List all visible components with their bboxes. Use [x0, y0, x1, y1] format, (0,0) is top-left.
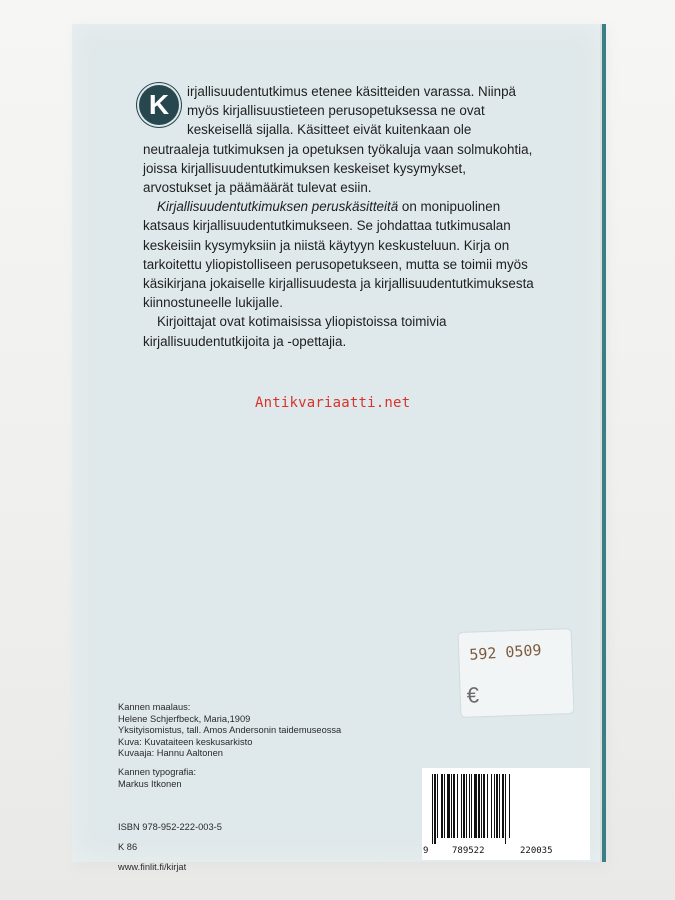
- watermark-text: Antikvariaatti.net: [255, 395, 411, 411]
- website-link: www.finlit.fi/kirjat: [118, 862, 187, 872]
- k-code-text: K 86: [118, 842, 138, 852]
- barcode: [422, 768, 590, 860]
- sticker-code: 592 0509: [468, 640, 543, 664]
- barcode-group-1: 789522: [452, 846, 485, 856]
- isbn-text: ISBN 978-952-222-003-5: [118, 822, 222, 832]
- credit-line: Yksityisomistus, tall. Amos Andersonin taidemuseossa: [118, 725, 342, 736]
- euro-icon: €: [466, 682, 480, 708]
- cover-credits: [118, 702, 448, 790]
- blurb-paragraph-3: Kirjoittajat ovat kotimaisissa yliopistoissa toimivia kirjallisuudentutkijoita ja -opettajia.: [143, 314, 447, 349]
- blurb-paragraph-1: [143, 82, 537, 197]
- book-title-italic: Kirjallisuudentutkimuksen peruskäsitteitä: [157, 199, 399, 215]
- typography-name: Markus Itkonen: [118, 778, 182, 789]
- credit-line: Helene Schjerfbeck, Maria,1909: [118, 713, 251, 724]
- barcode-group-2: 220035: [520, 846, 553, 856]
- k-logo-icon: K: [139, 85, 179, 125]
- book-back-cover: [72, 24, 606, 872]
- blurb-paragraph-2: [143, 197, 537, 312]
- blurb: [143, 82, 537, 351]
- credit-line: Kuva: Kuvataiteen keskusarkisto: [118, 736, 253, 747]
- barcode-bars-icon: [432, 774, 582, 844]
- price-sticker: [459, 629, 574, 717]
- typography-label: Kannen typografia:: [118, 766, 197, 777]
- credit-line: Kuvaaja: Hannu Aaltonen: [118, 748, 223, 759]
- blurb-p1-text: irjallisuudentutkimus etenee käsitteiden varassa. Niinpä myös kirjallisuustieteen perusopetuksessa ne ovat keskeisellä sijalla. Käsitteet eivät kuitenkaan ole neutraaleja tutkimuksen ja opetuksen työkaluja vaan solmukohtia, joissa kirjallisuudentutkimuksen keskeiset kysymykset, arvostukset ja päämäärät tulevat esiin.: [143, 84, 533, 196]
- credit-line: Kannen maalaus:: [118, 702, 191, 712]
- blurb-p2-text: on monipuolinen katsaus kirjallisuudentutkimukseen. Se johdattaa tutkimusalan keskeisiin kysymyksiin ja niistä käytyyn keskusteluun. Kirja on tarkoitettu yliopistolliseen perusopetukseen, mutta se toimii myös käsikirjana jokaiselle kirjallisuudesta ja kirjallisuudentutkimuksesta kiinnostuneelle lukijalle.: [143, 199, 534, 311]
- barcode-lead-digit: 9: [423, 846, 429, 856]
